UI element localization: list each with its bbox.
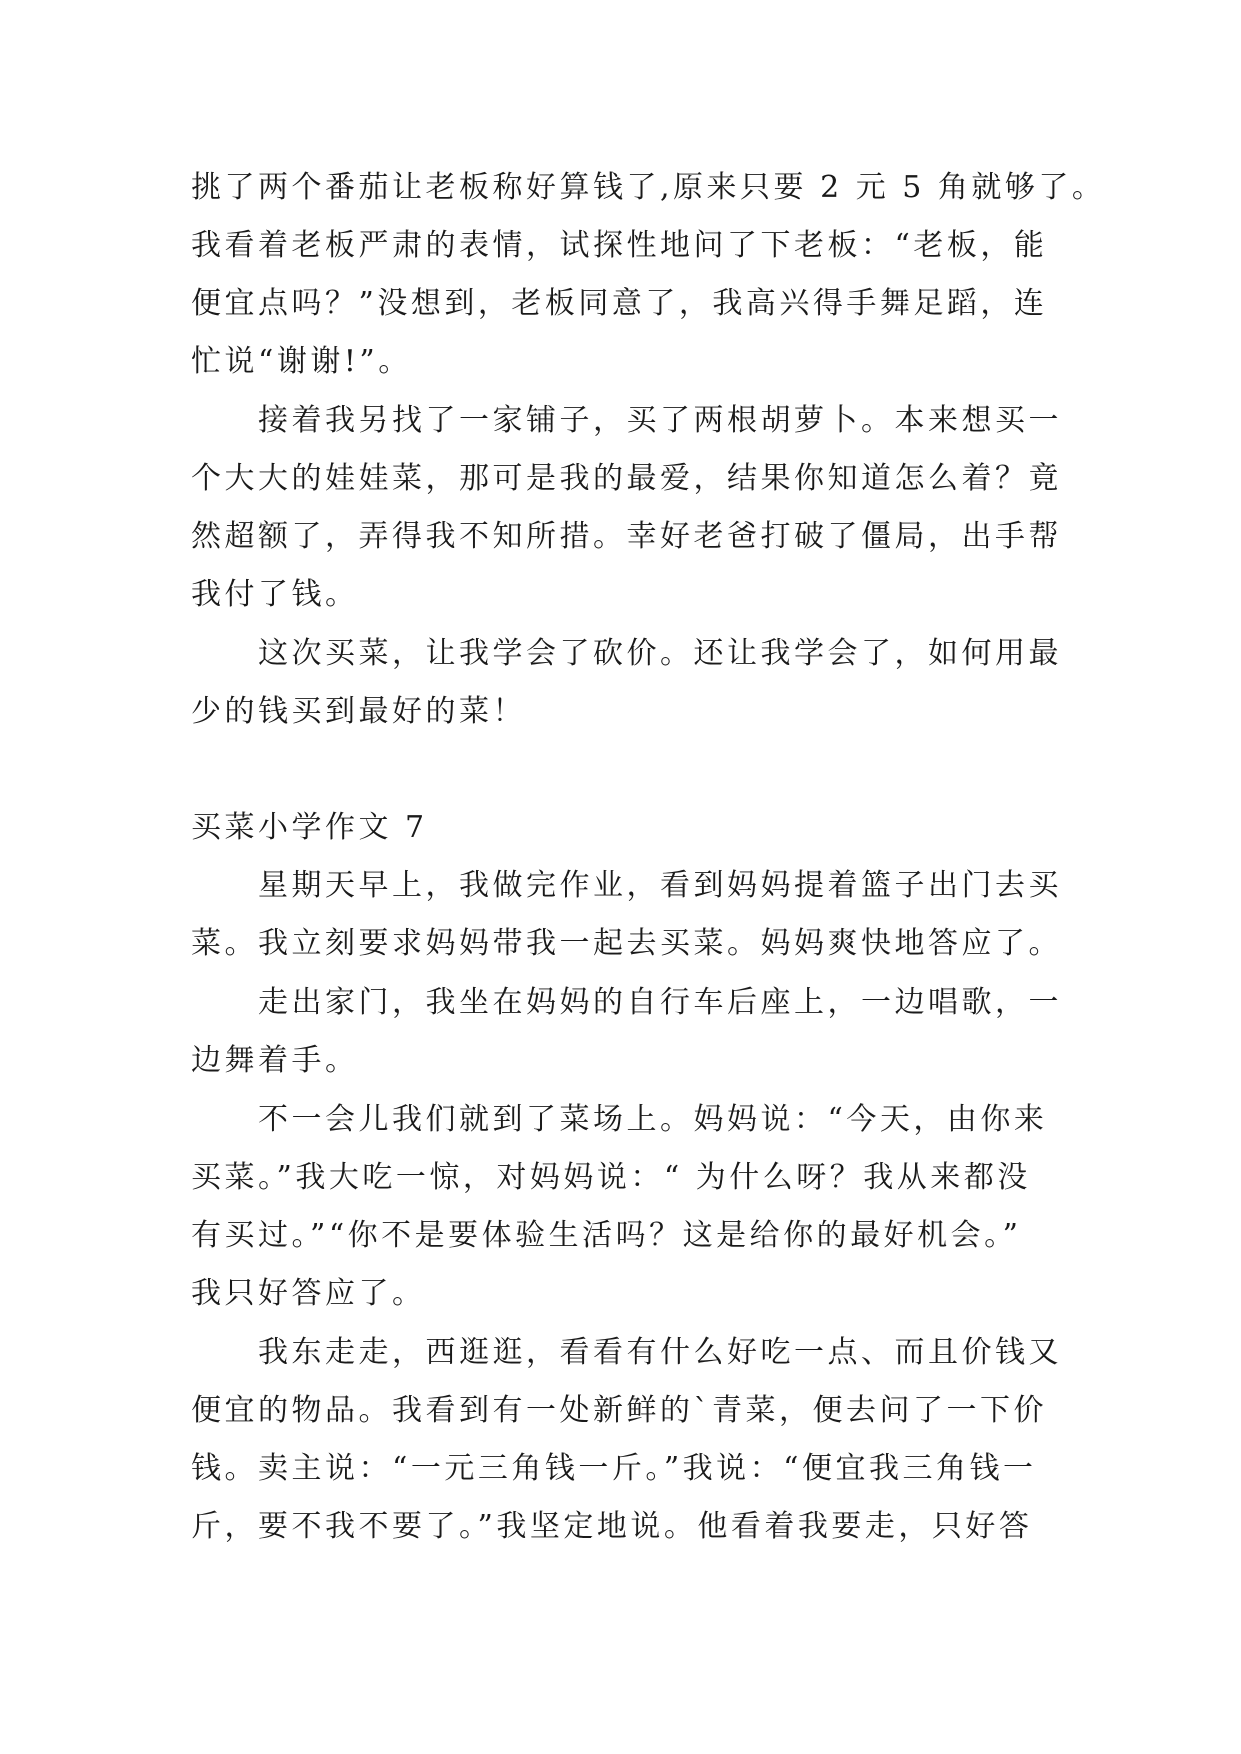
text-line: 不一会儿我们就到了菜场上。妈妈说：“今天，由你来 [258, 1102, 1048, 1137]
text-line: 菜。我立刻要求妈妈带我一起去买菜。妈妈爽快地答应了。 [191, 926, 1062, 961]
text-line: 边舞着手。 [191, 1043, 359, 1078]
section-title: 买菜小学作文 7 [191, 810, 428, 845]
text-line: 便宜点吗？”没想到，老板同意了，我高兴得手舞足蹈，连 [191, 286, 1048, 321]
text-line: 少的钱买到最好的菜！ [191, 694, 526, 729]
text-line: 星期天早上，我做完作业，看到妈妈提着篮子出门去买 [258, 868, 1062, 903]
text-line: 挑了两个番茄让老板称好算钱了,原来只要 2 元 5 角就够了。 [191, 170, 1106, 205]
text-line: 斤，要不我不要了。”我坚定地说。他看着我要走，只好答 [191, 1509, 1033, 1544]
text-line: 我看着老板严肃的表情，试探性地问了下老板：“老板，能 [191, 228, 1048, 263]
text-line: 钱。卖主说：“一元三角钱一斤。”我说：“便宜我三角钱一 [191, 1451, 1037, 1486]
text-line: 然超额了，弄得我不知所措。幸好老爸打破了僵局，出手帮 [191, 519, 1062, 554]
text-line: 有买过。”“你不是要体验生活吗？这是给你的最好机会。” [191, 1218, 1022, 1253]
text-line: 个大大的娃娃菜，那可是我的最爱，结果你知道怎么着？竟 [191, 461, 1062, 496]
text-line: 便宜的物品。我看到有一处新鲜的`青菜，便去问了一下价 [191, 1393, 1047, 1428]
text-line: 接着我另找了一家铺子，买了两根胡萝卜。本来想买一 [258, 403, 1062, 438]
text-line: 我只好答应了。 [191, 1276, 426, 1311]
text-line: 我付了钱。 [191, 577, 359, 612]
text-line: 忙说“谢谢!”。 [191, 344, 412, 379]
text-line: 这次买菜，让我学会了砍价。还让我学会了，如何用最 [258, 636, 1062, 671]
text-line: 走出家门，我坐在妈妈的自行车后座上，一边唱歌，一 [258, 985, 1062, 1020]
text-line: 买菜。”我大吃一惊，对妈妈说：“ 为什么呀？我从来都没 [191, 1160, 1031, 1195]
text-line: 我东走走，西逛逛，看看有什么好吃一点、而且价钱又 [258, 1335, 1062, 1370]
